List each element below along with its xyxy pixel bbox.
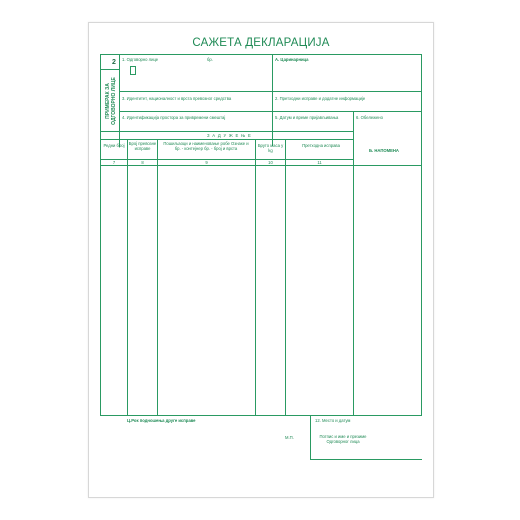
field-3-label: 3. Идентитет, националност и врста превозног средства bbox=[122, 96, 232, 101]
column-8-number: 8 bbox=[141, 160, 144, 165]
copy-column-divider bbox=[119, 54, 120, 147]
field-1-number-label: бр. bbox=[207, 57, 213, 62]
field-4-label: 4. Идентификација простора за привремени смештај bbox=[122, 115, 226, 120]
frame-left-line-upper bbox=[100, 54, 101, 147]
frame-top-line bbox=[100, 54, 422, 55]
field-2-label: 2. Претходни исправе и додатне информације bbox=[275, 96, 366, 101]
copy-label: ПРИМЕРАК ЗА ОДГОВОРНО ЛИЦЕ bbox=[105, 77, 117, 125]
table-header: З А Д У Ж Е Њ Е bbox=[207, 133, 252, 138]
field-6-label: 6. Обележено bbox=[356, 115, 383, 120]
column-9-number: 9 bbox=[205, 160, 208, 165]
column-7-label: Редни број bbox=[103, 143, 125, 148]
table-header-line bbox=[100, 139, 353, 140]
column-divider-2 bbox=[157, 139, 158, 415]
row-divider-1 bbox=[119, 91, 421, 92]
copy-number: 2 bbox=[112, 59, 116, 66]
footer-divider bbox=[310, 415, 311, 459]
field6-divider bbox=[353, 111, 354, 131]
field-a-label: A. Царинарница bbox=[275, 57, 309, 62]
column-9-label: Пошиљаоци и наименовање робе Ознаке и бр. - контејнер бр. - број и врста bbox=[163, 141, 249, 151]
field-1-checkbox[interactable] bbox=[130, 66, 136, 75]
column-divider-5 bbox=[353, 131, 354, 415]
stamp-label: М.П. bbox=[285, 435, 294, 440]
row-divider-2 bbox=[119, 111, 421, 112]
column-divider-4 bbox=[285, 139, 286, 415]
column-10-label: Бруто маса у kg bbox=[257, 143, 284, 153]
column-7-number: 7 bbox=[112, 160, 116, 165]
field-1-label: 1. Одговорно лице bbox=[122, 57, 159, 62]
remarks-label: Б. НАПОМЕНА bbox=[369, 148, 399, 153]
form-title: САЖЕТА ДЕКЛАРАЦИЈА bbox=[192, 37, 330, 49]
table-numbers-line bbox=[100, 165, 421, 166]
copy-number-underline bbox=[100, 69, 120, 70]
frame-left-line-lower bbox=[100, 139, 101, 415]
field-12-label: 12. Место и датум bbox=[315, 418, 351, 423]
field-5-label: 5. Датум и време пријављивања bbox=[275, 115, 339, 120]
signature-line bbox=[310, 459, 422, 460]
field-c-label: Ц.Рок подношења друге исправе bbox=[127, 418, 196, 423]
column-11-number: 11 bbox=[317, 160, 322, 165]
column-8-label: Број превозне исправе bbox=[128, 141, 157, 151]
frame-right-line bbox=[421, 54, 422, 415]
column-divider-1 bbox=[127, 139, 128, 415]
header-center-divider bbox=[272, 54, 273, 146]
column-divider-3 bbox=[255, 139, 256, 415]
column-10-number: 10 bbox=[268, 160, 273, 165]
column-11-label: Претходна исправа bbox=[302, 143, 340, 148]
declaration-form-sheet bbox=[88, 22, 434, 498]
signature-label: Потпис и име и презиме Одговорног лица bbox=[319, 434, 367, 444]
table-bottom-line bbox=[100, 415, 422, 416]
table-top-line bbox=[100, 131, 353, 132]
